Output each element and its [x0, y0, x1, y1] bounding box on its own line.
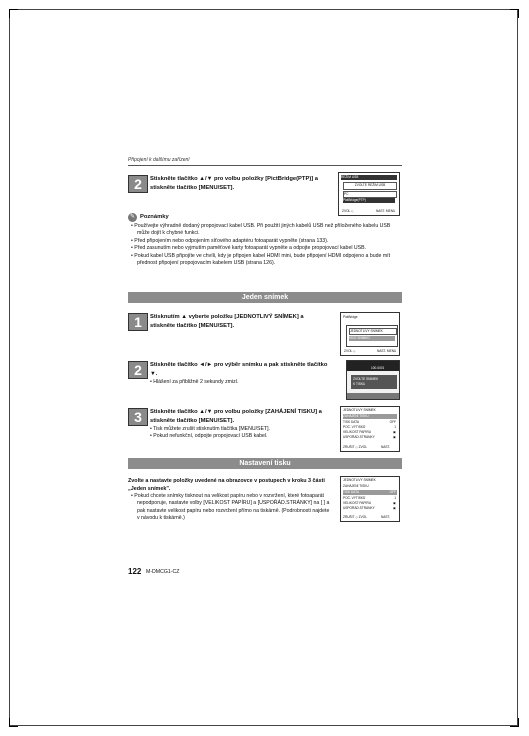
- screen-row-copies: POČ. VÝTISKŮ 1: [343, 425, 396, 429]
- notes-list: [131, 223, 399, 267]
- model-code: M-DMCG1-CZ: [146, 569, 180, 575]
- header-rule: [128, 165, 402, 166]
- screen-option-single: JEDNOTLIVÝ SNÍMEK: [349, 328, 397, 335]
- screen-row-copies: POČ. VÝTISKŮ 1: [343, 496, 396, 500]
- step-instruction: Stiskněte tlačítko ▲/▼ pro volbu položky [PictBridge(PTP)] a stiskněte tlačítko [MENU/SET].: [150, 176, 319, 191]
- screen-row-paper-size: VELIKOST PAPÍRU ▣: [343, 430, 396, 434]
- screen-row-layout: USPOŘÁD.STRÁNKY ▣: [343, 506, 396, 510]
- screen-message-box: [351, 375, 397, 389]
- screen-row-date: TISK DATA OFF: [343, 490, 396, 494]
- step-number: 3: [128, 408, 148, 426]
- step-number: 2: [128, 175, 148, 193]
- note-item: • Pokud kabel USB připojíte ve chvíli, kdy je připojen kabel HDMI mini, bude připojení HDMI odpojeno a bude mít přednost připojení propojovacím kabelem USB (strana 126).: [131, 252, 391, 267]
- screen-box-text: ZVOLTE REŽIM USB: [343, 182, 397, 190]
- screen-footer-right: NAST.: [381, 515, 391, 519]
- notes-heading: Poznámky: [140, 214, 169, 220]
- camera-screen-print-settings-2: [340, 476, 400, 522]
- screen-row-layout: USPOŘÁD.STRÁNKY ▣: [343, 435, 396, 439]
- camera-screen-usb-mode: [338, 172, 400, 216]
- screen-option-pc: PC: [343, 191, 397, 198]
- screen-menu-box: [346, 325, 398, 347]
- screen-option-multi: VÍCE SNÍMKŮ: [349, 336, 395, 341]
- screen-title: JEDNOTLIVÝ SNÍMEK: [343, 478, 376, 482]
- screen-footer-right: NAST.: [381, 445, 391, 449]
- screen-footer-left: ZRUŠIT ◇ ZVOL: [343, 515, 367, 519]
- screen-row-start: ZAHÁJENÍ TISKU: [343, 484, 369, 488]
- crop-mark: [9, 718, 18, 727]
- running-header: Připojení k dalšímu zařízení: [128, 157, 190, 163]
- screen-footer-left: ZVOL ◇: [342, 209, 354, 213]
- note-item: • Před zasunutím nebo vyjmutím paměťové karty fotoaparát vypněte a odpojte propojovací kabel USB.: [131, 245, 367, 252]
- step-number: 1: [128, 313, 148, 331]
- crop-mark: [510, 9, 519, 18]
- camera-screen-pictbridge: [340, 312, 400, 356]
- page-number: 122: [128, 567, 142, 576]
- step-instruction: Stiskněte tlačítko ▲/▼ pro volbu položky [ZAHÁJENÍ TISKU] a stiskněte tlačítko [MENU/SET].: [150, 409, 322, 424]
- screen-message-line2: K TISKU: [353, 382, 366, 386]
- screen-option-pictbridge: PictBridge(PTP): [343, 198, 395, 203]
- screen-footer-right: NAST. MENU: [376, 209, 396, 213]
- screen-row-date: TISK DATA OFF: [343, 420, 396, 424]
- section-title-nastaveni-tisku: Nastavení tisku: [128, 458, 402, 469]
- camera-screen-select-picture: [346, 360, 400, 400]
- step-notes: [150, 379, 330, 386]
- screen-footer-left: ZVOL ◇: [344, 349, 356, 353]
- step-notes: [150, 426, 330, 441]
- note-item: • Používejte výhradně dodaný propojovací kabel USB. Při použití jiných kabelů USB než přiloženého kabelu USB může dojít k chybné funkci.: [131, 223, 391, 237]
- screen-title: JEDNOTLIVÝ SNÍMEK: [343, 408, 376, 412]
- screen-bottom-band: [347, 393, 400, 400]
- screen-message-line1: ZVOLTE SNÍMEK: [353, 377, 379, 381]
- screen-file-number: 100-0001: [371, 366, 385, 370]
- step-note-item: • Hlášení za přibližně 2 sekundy zmizí.: [150, 379, 239, 385]
- section-note-item: • Pokud chcete snímky tisknout na velikost papíru nebo v rozvržení, které fotoaparát nepodporuje, nastavte volby [VELIKOST PAPÍRU] a [USPOŘÁD.STRÁNKY] na [ ] a pak nastavte velikost papíru nebo rozvržení přímo na tiskárně. (Podrobnosti najdete v návodu k tiskárně.): [131, 493, 330, 522]
- note-icon: ✎: [129, 214, 136, 220]
- step-instruction: Stisknutím ▲ vyberte položku [JEDNOTLIVÝ SNÍMEK] a stiskněte tlačítko [MENU/SET].: [150, 314, 304, 329]
- section-title-jeden-snimek: Jeden snímek: [128, 292, 402, 303]
- note-item: • Před připojením nebo odpojením síťového adaptéru fotoaparát vypněte (strana 133).: [131, 237, 329, 244]
- section-intro: Zvolte a nastavte položky uvedené na obrazovce v postupech v kroku 3 části „Jeden snímek".: [128, 478, 325, 492]
- screen-title: PictBridge: [343, 315, 358, 319]
- camera-screen-print-settings: [340, 406, 400, 452]
- screen-row-start: ZAHÁJENÍ TISKU: [343, 414, 397, 419]
- step-instruction: Stiskněte tlačítko ◄/► pro výběr snímku a pak stiskněte tlačítko ▼.: [150, 362, 328, 377]
- step-note-item: • Pokud nefunkční, odpojte propojovací USB kabel.: [150, 433, 268, 440]
- screen-title: REŽIM USB: [341, 175, 397, 180]
- screen-row-paper-size: VELIKOST PAPÍRU ▣: [343, 501, 396, 505]
- crop-mark: [510, 718, 519, 727]
- step-number: 2: [128, 361, 148, 379]
- step-note-item: • Tisk můžete zrušit stisknutím tlačítka [MENU/SET].: [150, 426, 271, 432]
- screen-footer-left: ZRUŠIT ◇ ZVOL: [343, 445, 367, 449]
- section-notes: [131, 493, 333, 523]
- screen-footer-right: NAST. MENU: [377, 349, 397, 353]
- crop-mark: [9, 9, 18, 18]
